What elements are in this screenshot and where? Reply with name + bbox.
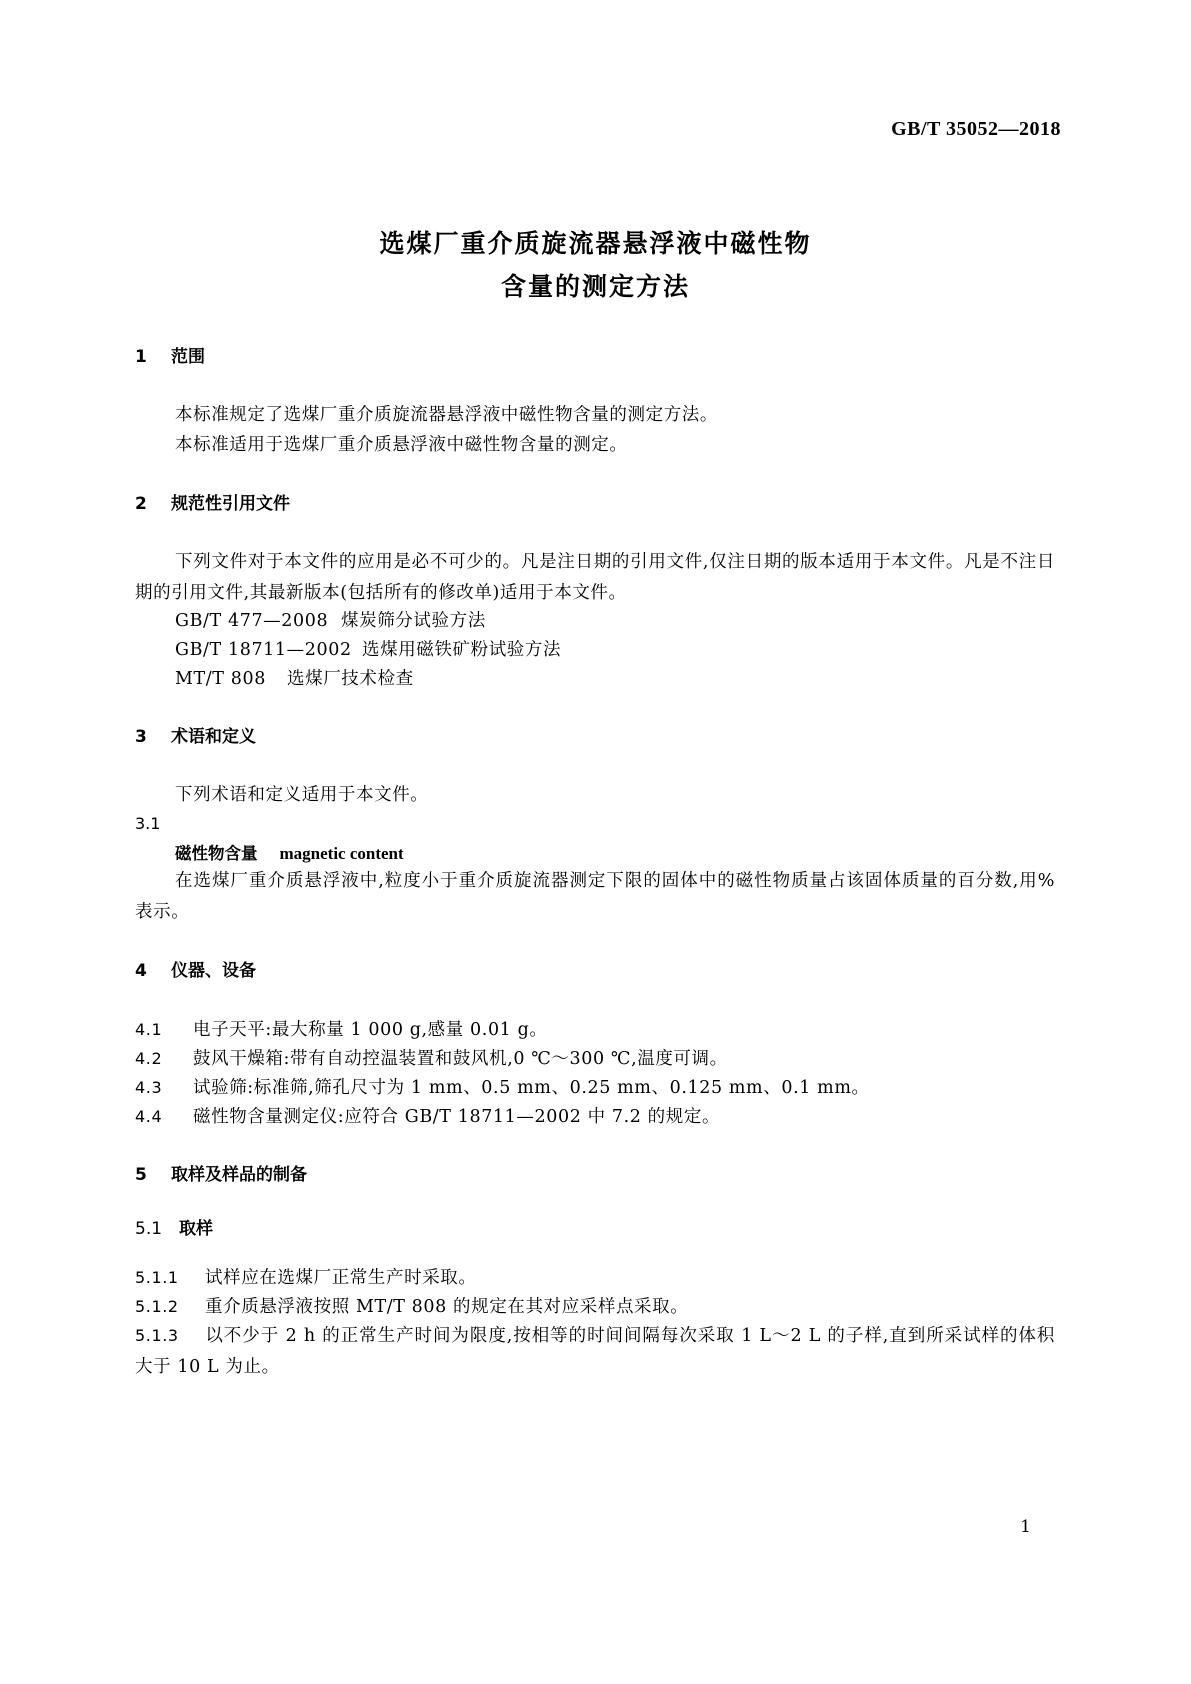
clause-text: 鼓风干燥箱:带有自动控温装置和鼓风机,0 ℃～300 ℃,温度可调。: [193, 1049, 728, 1069]
clause-text: 试样应在选煤厂正常生产时采取。: [205, 1268, 477, 1288]
section-title: 范围: [171, 347, 205, 367]
section-3-paragraph: 下列术语和定义适用于本文件。: [175, 785, 429, 805]
clause-number: 5.1.2: [135, 1297, 179, 1316]
clause-text: 重介质悬浮液按照 MT/T 808 的规定在其对应采样点采取。: [205, 1297, 689, 1317]
term-english: magnetic content: [279, 844, 404, 863]
subsection-5-1-heading: [135, 1215, 213, 1243]
clause-4-4: [135, 1101, 1055, 1133]
clause-number: 4.4: [135, 1107, 163, 1126]
section-title: 术语和定义: [171, 727, 256, 747]
reference-code: MT/T 808: [175, 669, 266, 689]
clause-number: 4.1: [135, 1020, 163, 1039]
section-1-paragraph-2: 本标准适用于选煤厂重介质悬浮液中磁性物含量的测定。: [175, 435, 628, 455]
clause-5-1-3: [135, 1320, 1055, 1383]
section-title: 仪器、设备: [171, 961, 256, 981]
clause-number: 4.2: [135, 1049, 163, 1068]
term-chinese: 磁性物含量: [175, 844, 258, 863]
clause-number: 4.3: [135, 1078, 163, 1097]
page-number: 1: [1020, 1517, 1031, 1537]
normative-reference: [175, 606, 486, 637]
term-number: 3.1: [135, 814, 161, 833]
clause-5-1-1: [135, 1262, 1055, 1294]
section-number: 5: [135, 1165, 147, 1185]
section-5-heading: [135, 1161, 307, 1189]
clause-4-2: [135, 1043, 1055, 1075]
clause-text: 试验筛:标准筛,筛孔尺寸为 1 mm、0.5 mm、0.25 mm、0.125 mm、0.1 mm。: [193, 1078, 870, 1098]
title-line-2: 含量的测定方法: [500, 272, 690, 301]
term-definition: 在选煤厂重介质悬浮液中,粒度小于重介质旋流器测定下限的固体中的磁性物质量占该固体质量的百分数,用%表示。: [135, 871, 1055, 922]
reference-title: 煤炭筛分试验方法: [341, 611, 486, 631]
section-title: 规范性引用文件: [171, 494, 290, 514]
reference-title: 选煤用磁铁矿粉试验方法: [362, 640, 562, 660]
clause-text: 电子天平:最大称量 1 000 g,感量 0.01 g。: [193, 1020, 548, 1040]
reference-code: GB/T 18711—2002: [175, 640, 352, 660]
title-line-1: 选煤厂重介质旋流器悬浮液中磁性物: [379, 229, 812, 258]
clause-text: 以不少于 2 h 的正常生产时间为限度,按相等的时间间隔每次采取 1 L～2 L 的子样,直到所采试样的体积大于 10 L 为止。: [135, 1326, 1055, 1377]
section-3-heading: [135, 723, 256, 751]
subsection-number: 5.1: [135, 1219, 163, 1239]
clause-number: 5.1.3: [135, 1326, 179, 1345]
section-1-heading: [135, 343, 205, 371]
section-number: 4: [135, 961, 147, 981]
reference-title: 选煤厂技术检查: [287, 669, 414, 689]
section-2-paragraph: 下列文件对于本文件的应用是必不可少的。凡是注日期的引用文件,仅注日期的版本适用于本文件。凡是不注日期的引用文件,其最新版本(包括所有的修改单)适用于本文件。: [135, 552, 1055, 603]
clause-5-1-2: [135, 1291, 1055, 1323]
reference-code: GB/T 477—2008: [175, 611, 329, 631]
normative-reference: [175, 664, 414, 695]
term-heading: [175, 840, 404, 868]
section-number: 2: [135, 494, 147, 514]
section-4-heading: [135, 957, 256, 985]
clause-4-3: [135, 1072, 1055, 1104]
section-number: 3: [135, 727, 147, 747]
clause-4-1: [135, 1014, 1055, 1046]
document-title: [0, 222, 1191, 308]
section-1-paragraph-1: 本标准规定了选煤厂重介质旋流器悬浮液中磁性物含量的测定方法。: [175, 405, 718, 425]
section-number: 1: [135, 347, 147, 367]
subsection-title: 取样: [179, 1219, 213, 1239]
section-title: 取样及样品的制备: [171, 1165, 307, 1185]
standard-number: GB/T 35052—2018: [891, 118, 1061, 140]
normative-reference: [175, 635, 561, 666]
clause-number: 5.1.1: [135, 1268, 179, 1287]
section-2-heading: [135, 490, 290, 518]
clause-text: 磁性物含量测定仪:应符合 GB/T 18711—2002 中 7.2 的规定。: [193, 1107, 721, 1127]
